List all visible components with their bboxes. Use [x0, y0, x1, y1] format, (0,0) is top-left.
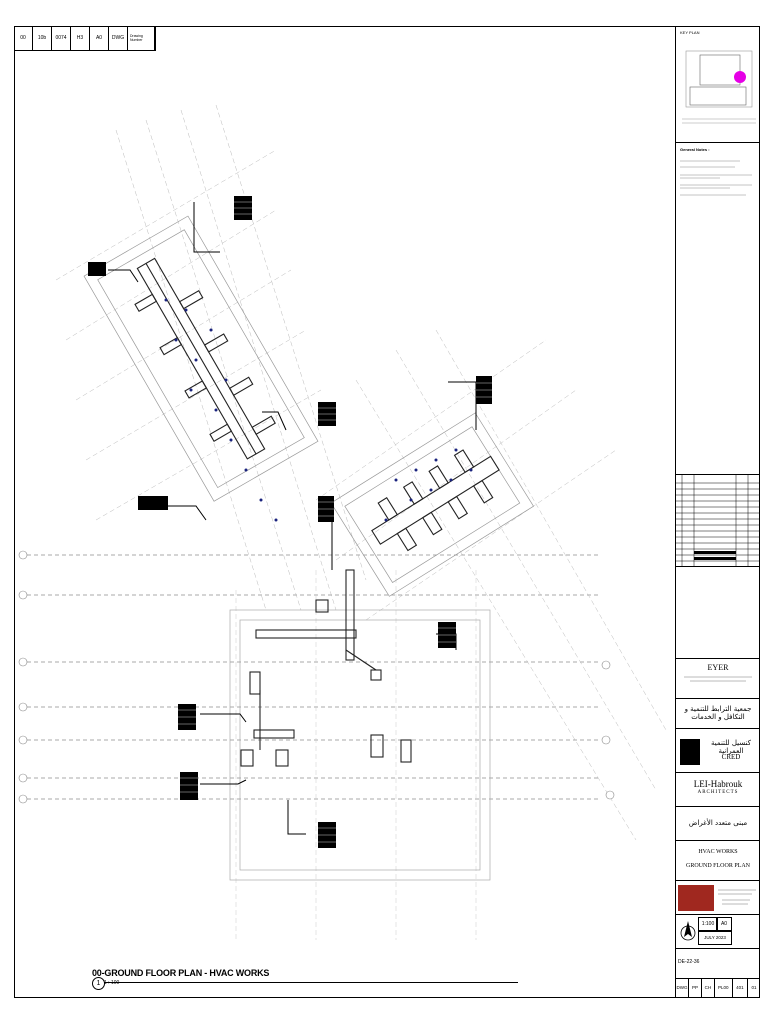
- client-section: [676, 659, 760, 699]
- code-cell: PL00: [715, 979, 733, 997]
- key-plan-label: KEY PLAN: [680, 30, 700, 35]
- strip-cell: 0074: [52, 26, 71, 50]
- consultant-section: [676, 881, 760, 915]
- strip-cell: Drawing Number: [128, 26, 155, 50]
- view-scale: 1 : 100: [104, 980, 120, 986]
- project-code-section: [676, 949, 760, 979]
- architect-logo: [680, 739, 700, 765]
- project-code: DE-22-36: [678, 959, 700, 965]
- firm-name: LEI-Habrouk: [693, 779, 743, 789]
- client-arabic-name: جمعية الترابط للتنمية و التكافل و الخدمات: [684, 705, 752, 721]
- view-title: 00-GROUND FLOOR PLAN - HVAC WORKS: [92, 968, 270, 978]
- code-cell: PP: [689, 979, 702, 997]
- equipment-tags: [88, 196, 492, 848]
- firm-section: [676, 773, 760, 807]
- drawing-title-line-1: HVAC WORKS: [698, 849, 738, 855]
- drawing-number-row: [676, 979, 760, 997]
- key-plan-section: [676, 27, 760, 143]
- consultant-text: [718, 887, 758, 909]
- revision-grid: [676, 475, 760, 567]
- consultant-logo: [678, 885, 714, 911]
- building-arabic-name: مبنى متعدد الأغراض: [688, 819, 748, 827]
- north-arrow-icon: [680, 919, 696, 945]
- strip-cell: DWG: [109, 26, 128, 50]
- architect-arabic-name: كنسيل للتنمية العمرانية: [711, 739, 751, 755]
- building-name-section: [676, 807, 760, 841]
- general-notes-section: [676, 143, 760, 475]
- hvac-floor-plan: [16, 50, 674, 996]
- code-cell: 401: [733, 979, 748, 997]
- firm-subtitle: ARCHITECTS: [697, 790, 739, 795]
- key-plan-thumbnail: [682, 37, 756, 137]
- revision-table: [676, 475, 760, 567]
- code-cell: CH: [702, 979, 715, 997]
- view-number: 1: [92, 977, 105, 990]
- strip-cell: H3: [71, 26, 90, 50]
- title-block: [676, 26, 760, 998]
- paper-size: A0: [716, 917, 732, 931]
- drawing-title-section: [676, 841, 760, 881]
- architect-section: [676, 729, 760, 773]
- client-arabic-section: [676, 699, 760, 729]
- strip-cell: 00: [14, 26, 33, 50]
- sheet-info-section: [676, 915, 760, 949]
- issue-date: JULY 2023: [698, 931, 732, 945]
- grid-lines: [20, 555, 600, 799]
- client-name: EYER: [707, 663, 729, 672]
- strip-cell: 10b: [33, 26, 52, 50]
- scale-value: 1:100: [698, 917, 718, 931]
- view-title-underline: [104, 982, 518, 983]
- client-subtext: [680, 674, 756, 686]
- strip-cell: A0: [90, 26, 109, 50]
- code-cell: 01: [751, 985, 757, 990]
- architect-name: CRED: [721, 753, 741, 761]
- code-cell: DWG: [676, 979, 689, 997]
- notes-text-lines: [680, 157, 756, 227]
- top-info-strip: [14, 26, 156, 51]
- stamp-area: [676, 567, 760, 659]
- general-notes-label: General Notes :: [680, 147, 710, 152]
- drawing-title-line-2: GROUND FLOOR PLAN: [685, 863, 750, 869]
